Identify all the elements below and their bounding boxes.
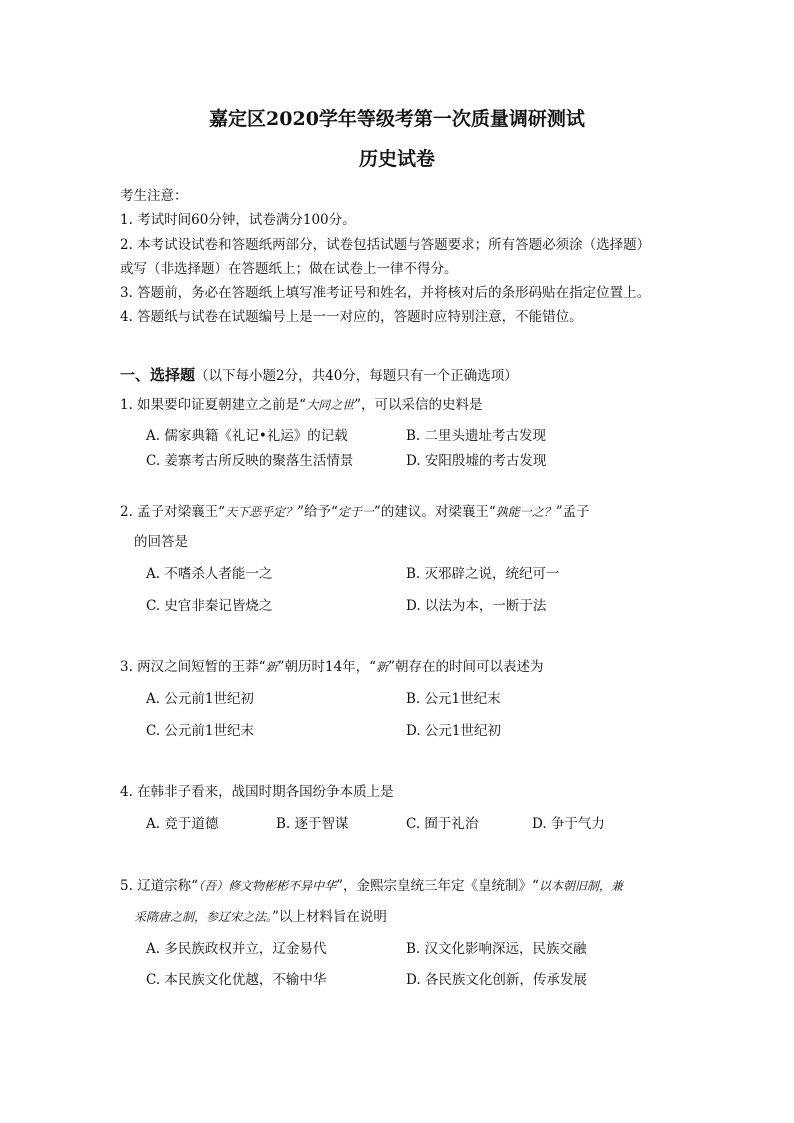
q2-quote-1: 天下恶乎定？ [225, 505, 298, 519]
q2-stem-text: 2. 孟子对梁襄王“ [120, 504, 226, 520]
q5-option-a[interactable]: A. 多民族政权并立，辽金易代 [146, 941, 327, 957]
q2-option-a[interactable]: A. 不嗜杀人者能一之 [146, 566, 273, 582]
q5-option-b[interactable]: B. 汉文化影响深远，民族交融 [406, 941, 587, 957]
q1-option-b[interactable]: B. 二里头遗址考古发现 [406, 428, 547, 444]
q4-option-d[interactable]: D. 争于气力 [532, 816, 605, 832]
q4-option-b[interactable]: B. 逐于智谋 [276, 816, 349, 832]
q5-stem-text: 5. 辽道宗称“ [120, 878, 199, 894]
q3-stem-end: ”朝存在的时间可以表述为 [388, 659, 544, 675]
notice-item-1: 1. 考试时间60分钟，试卷满分100分。 [120, 212, 356, 228]
q1-stem-end: ”，可以采信的史料是 [354, 397, 483, 413]
q2-quote-2: 定于一 [337, 505, 374, 519]
q3-stem-mid: ”朝历时14年，“ [277, 659, 377, 675]
q5-option-d[interactable]: D. 各民族文化创新，传承发展 [406, 972, 587, 988]
q5-quote-2a: 以本朝旧制，兼 [538, 879, 623, 893]
q5-option-c[interactable]: C. 本民族文化优越，不输中华 [146, 972, 327, 988]
notice-heading: 考生注意： [120, 188, 188, 204]
notice-item-4: 4. 答题纸与试卷在试题编号上是一一对应的，答题时应特别注意，不能错位。 [120, 309, 583, 325]
q3-option-b[interactable]: B. 公元1世纪末 [406, 691, 501, 707]
q3-option-c[interactable]: C. 公元前1世纪末 [146, 723, 255, 739]
question-5-stem-line2 [134, 908, 387, 926]
question-3-stem [120, 658, 544, 676]
question-4-stem: 4. 在韩非子看来，战国时期各国纷争本质上是 [120, 784, 394, 800]
q2-option-c[interactable]: C. 史官非秦记皆烧之 [146, 598, 273, 614]
q1-option-c[interactable]: C. 姜寨考古所反映的聚落生活情景 [146, 453, 354, 469]
notice-item-2: 2. 本考试设试卷和答题纸两部分，试卷包括试题与答题要求；所有答题必须涂（选择题） [120, 237, 651, 253]
section-heading [120, 366, 518, 385]
q2-stem-mid2: ”的建议。对梁襄王“ [373, 504, 496, 520]
section-title: 一、选择题 [120, 366, 196, 384]
q5-quote-2b: 采隋唐之制，参辽宋之法。 [134, 910, 273, 924]
q1-option-a[interactable]: A. 儒家典籍《礼记•礼运》的记载 [146, 428, 348, 444]
q3-option-d[interactable]: D. 公元1世纪初 [406, 723, 502, 739]
q2-quote-3: 孰能一之？ [495, 505, 556, 519]
q5-stem-end: ”以上材料旨在说明 [272, 909, 387, 925]
q1-quote: 大同之世 [306, 398, 355, 412]
q5-stem-mid: ”，金熙宗皇统三年定《皇统制》“ [336, 878, 539, 894]
q3-option-a[interactable]: A. 公元前1世纪初 [146, 691, 254, 707]
q3-quote-2: 新 [376, 660, 389, 674]
q4-option-a[interactable]: A. 竞于道德 [146, 816, 219, 832]
q5-quote-1: （吾）修文物彬彬不异中华 [198, 879, 337, 893]
question-2-stem [120, 503, 590, 521]
section-instructions: （以下每小题2分，共40分，每题只有一个正确选项） [195, 368, 518, 384]
page-title: 嘉定区2020学年等级考第一次质量调研测试 [209, 108, 585, 130]
q1-stem-text: 1. 如果要印证夏朝建立之前是“ [120, 397, 307, 413]
question-5-stem [120, 877, 623, 895]
page-subtitle: 历史试卷 [358, 148, 435, 170]
question-1-stem [120, 396, 483, 414]
q2-stem-end: ”孟子 [555, 504, 590, 520]
q2-stem-mid: ”给予“ [297, 504, 338, 520]
q4-option-c[interactable]: C. 囿于礼治 [406, 816, 479, 832]
notice-item-2-cont: 或写（非选择题）在答题纸上；做在试卷上一律不得分。 [120, 261, 458, 277]
q3-stem-text: 3. 两汉之间短暂的王莽“ [120, 659, 266, 675]
q1-option-d[interactable]: D. 安阳殷墟的考古发现 [406, 453, 547, 469]
notice-item-3: 3. 答题前，务必在答题纸上填写准考证号和姓名，并将核对后的条形码贴在指定位置上。 [120, 285, 651, 301]
q2-option-d[interactable]: D. 以法为本，一断于法 [406, 598, 547, 614]
q2-stem-line2: 的回答是 [134, 534, 188, 550]
q2-option-b[interactable]: B. 灭邪辟之说，统纪可一 [406, 566, 560, 582]
q3-quote-1: 新 [265, 660, 278, 674]
